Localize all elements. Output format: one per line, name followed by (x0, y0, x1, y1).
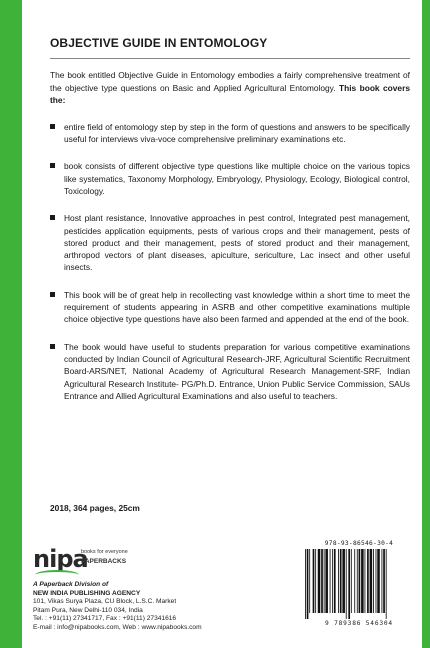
list-item-text: entire field of entomology step by step in the form of questions and answers to be specifically useful for interviews viva-voce comprehensive preliminary examinations etc. (64, 121, 410, 145)
isbn-barcode (298, 540, 420, 640)
publisher-phone: Tel. : +91(11) 27341717, Fax : +91(11) 27341616 (33, 615, 177, 622)
intro-text: The book entitled Objective Guide in Entomology embodies a fairly comprehensive treatment of the objective type questions on Basic and Applied Agricultural Entomology. (50, 70, 410, 93)
list-item (50, 121, 410, 146)
list-item (50, 160, 410, 197)
publication-meta: 2018, 364 pages, 25cm (50, 503, 140, 513)
bullet-square-icon (50, 292, 55, 297)
intro-bold: This book covers the: (50, 82, 410, 106)
barcode-digits: 9 789386 546304 (325, 620, 393, 627)
intro-paragraph (50, 69, 410, 107)
logo-wordmark: nipa (33, 545, 88, 573)
list-item-text: Host plant resistance, Innovative approaches in pest control, Integrated pest management, pesticides application equipments, pests of various crops and their management, pests of stored product and their management, pests of stored product and their management, arthropod vectors of plant diseases, apiculture, sericulture, Lac insect and other useful insects. (64, 213, 410, 273)
publisher-address-line1: 101, Vikas Surya Plaza, CU Block, L.S.C. Market (33, 598, 177, 605)
main-content (50, 36, 410, 417)
feature-list (50, 121, 410, 402)
book-title: OBJECTIVE GUIDE IN ENTOMOLOGY (50, 36, 268, 50)
right-green-band (422, 0, 430, 648)
publisher-block (33, 581, 273, 632)
logo-arc-icon (35, 570, 79, 580)
left-green-band (0, 0, 22, 648)
bullet-square-icon (50, 124, 55, 129)
list-item-text: The book would have useful to students preparation for various competitive examinations conducted by Indian Council of Agricultural Research-JRF, Agricultural Scientific Recruitment Board-ARS/NET, National Academy of Agricultural Research Management-SRF, Indian Agricultural Research Institute- PG/Ph.D. Entrance, Union Public Service Commission, SAUs Entrance and Allied Agricultural Examinations and also useful to teachers. (64, 341, 410, 401)
list-item (50, 289, 410, 326)
nipa-logo (33, 546, 143, 580)
publisher-address-line2: Pitam Pura, New Delhi-110 034, India (33, 606, 143, 614)
title-divider (50, 58, 410, 59)
list-item (50, 212, 410, 273)
publisher-division: A Paperback Division of (33, 581, 109, 588)
logo-imprint: PAPERBACKS (81, 558, 127, 565)
barcode-bars (303, 549, 415, 619)
bullet-square-icon (50, 344, 55, 349)
publisher-contact: E-mail : info@nipabooks.com, Web : www.nipabooks.com (33, 623, 202, 631)
list-item-text: book consists of different objective type questions like multiple choice on the various topics like systematics, Taxonomy Morphology, Embryology, Physiology, Ecology, Biological control, Toxicology. (64, 161, 410, 196)
publisher-name: NEW INDIA PUBLISHING AGENCY (33, 589, 141, 597)
isbn-number: 978-93-86546-30-4 (324, 540, 394, 547)
list-item (50, 341, 410, 402)
list-item-text: This book will be of great help in recollecting vast knowledge within a short time to meet the requirement of students appearing in ASRB and other competitive examinations multiple choice objective type questions have also been farmed and appended at the end of the book. (64, 289, 410, 325)
bullet-square-icon (50, 163, 55, 168)
bullet-square-icon (50, 215, 55, 220)
logo-tagline: books for everyone (81, 549, 128, 555)
